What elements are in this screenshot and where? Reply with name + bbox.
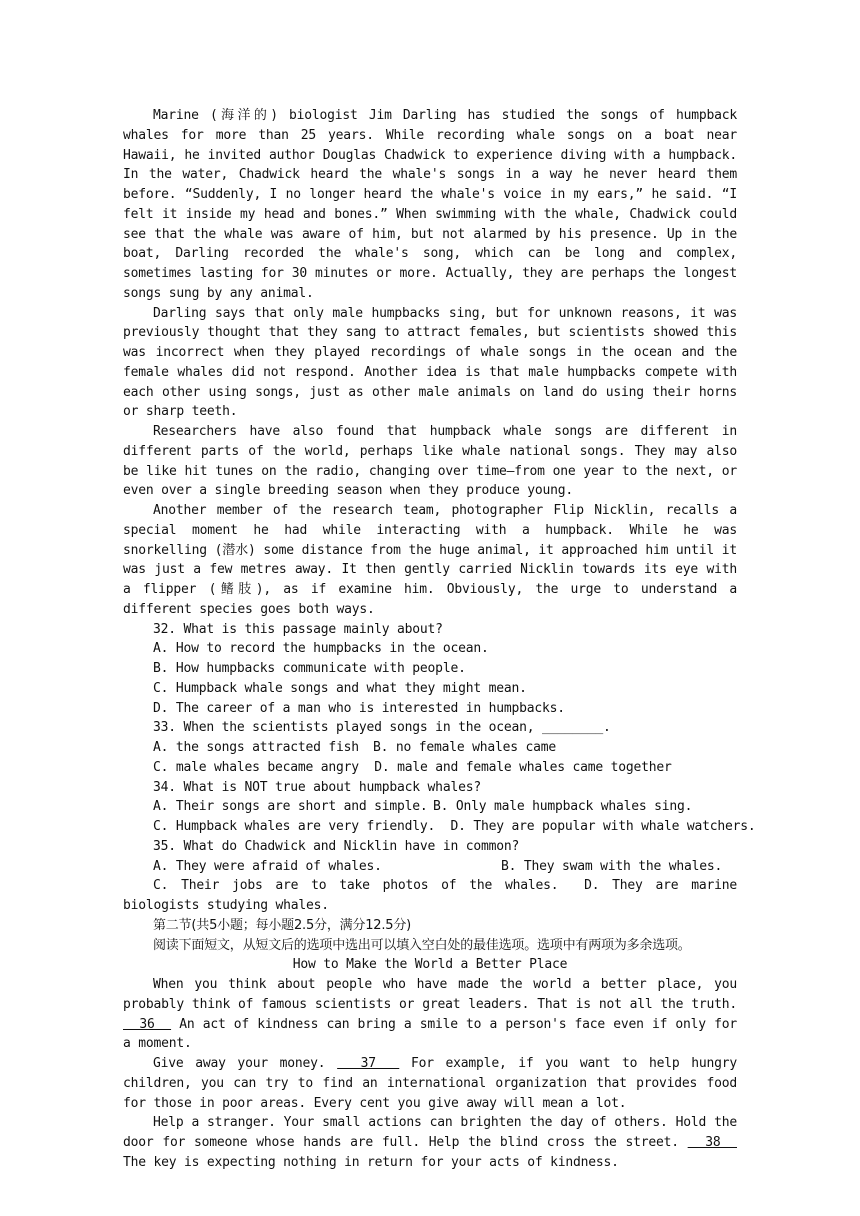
blank-36: 36 [123, 1016, 172, 1032]
passage-paragraph-3: Researchers have also found that humpback whale songs are different in different parts of the world, perhaps like whale national songs. They may also be like hit tunes on the radio, changing over time—from one year to the next, or even over a single breeding season when they produce young. [123, 424, 737, 499]
question-33-option-b: B. no female whales came [373, 740, 557, 755]
question-34-options-row-2 [123, 817, 756, 837]
question-33-options-row-1 [123, 738, 737, 758]
cloze-paragraph-2: Give away your money. 37 For example, if you want to help hungry children, you can try to find an international organization that provides food for those in poor areas. Every cent you give away will mean a lot. [123, 1056, 737, 1111]
question-34-options-row-1 [123, 797, 737, 817]
question-34-option-a: A. Their songs are short and simple. [153, 799, 428, 815]
question-33-option-a: A. the songs attracted fish [153, 740, 359, 755]
question-32-option-a: A. How to record the humpbacks in the ocean. [153, 641, 489, 657]
question-32-option-b: B. How humpbacks communicate with people. [153, 661, 466, 676]
question-32-option-d: D. The career of a man who is interested in humpbacks. [153, 700, 565, 716]
question-35-option-a: A. They were afraid of whales. [153, 858, 382, 874]
question-35-options-row-1 [123, 857, 737, 877]
blank-37: 37 [337, 1056, 400, 1071]
question-35-options-row-2 [123, 876, 737, 916]
section-2-header: 第二节(共5小题；每小题2.5分，满分12.5分) [153, 917, 412, 933]
question-33-option-c: C. male whales became angry [153, 759, 359, 775]
blank-38: 38 [687, 1135, 737, 1150]
question-32-stem: 32. What is this passage mainly about? [153, 621, 443, 637]
section-2-instruction: 阅读下面短文，从短文后的选项中选出可以填入空白处的最佳选项。选项中有两项为多余选项。 [153, 937, 691, 953]
question-33-option-d: D. male and female whales came together [374, 759, 672, 775]
document-page [123, 106, 756, 1173]
passage-paragraph-1: Marine (海洋的) biologist Jim Darling has studied the songs of humpback whales for more than 25 years. While recording whale songs on a boat near Hawaii, he invited author Douglas Chadwick to experience diving with a humpback. In the water, Chadwick heard the whale's songs in a way he never heard them before. “Suddenly, I no longer heard the whale's voice in my ears,” he said. “I felt it inside my head and bones.” When swimming with the whale, Chadwick could see that the whale was aware of him, but not alarmed by his presence. Up in the boat, Darling recorded the whale's song, which can be long and complex, sometimes lasting for 30 minutes or more. Actually, they are perhaps the longest songs sung by any animal. [123, 108, 737, 301]
cloze-paragraph-3: Help a stranger. Your small actions can brighten the day of others. Hold the door for someone whose hands are full. Help the blind cross the street. 38 The key is expecting nothing in return for your acts of kindness. [123, 1115, 737, 1170]
question-34-option-c: C. Humpback whales are very friendly. [153, 819, 436, 834]
question-33-options-row-2 [123, 758, 737, 778]
cloze-paragraph-1: When you think about people who have made the world a better place, you probably think of famous scientists or great leaders. That is not all the truth. 36 An act of kindness can bring a smile to a person's face even if only for a moment. [123, 977, 737, 1052]
question-34-stem: 34. What is NOT true about humpback whales? [153, 779, 481, 795]
question-35-option-b: B. They swam with the whales. [501, 858, 723, 874]
question-32-option-c: C. Humpback whale songs and what they might mean. [153, 680, 527, 696]
question-34-option-d: D. They are popular with whale watchers. [450, 819, 756, 834]
cloze-title: How to Make the World a Better Place [292, 957, 568, 973]
question-33-stem: 33. When the scientists played songs in the ocean, ________. [153, 720, 611, 736]
passage-paragraph-4: Another member of the research team, photographer Flip Nicklin, recalls a special moment he had while interacting with a humpback. While he was snorkelling (潜水) some distance from the huge animal, it approached him until it was just a few metres away. It then gently carried Nicklin towards its eye with a flipper (鳍肢), as if examine him. Obviously, the urge to understand a different species goes both ways. [123, 503, 737, 617]
question-35-stem: 35. What do Chadwick and Nicklin have in common? [153, 838, 520, 854]
question-34-option-b: B. Only male humpback whales sing. [433, 799, 693, 815]
question-35-option-d: D. They are marine biologists studying whales. [123, 878, 737, 913]
passage-paragraph-2: Darling says that only male humpbacks sing, but for unknown reasons, it was previously thought that they sang to attract females, but scientists showed this was incorrect when they played recordings of whale songs in the ocean and the female whales did not respond. Another idea is that male humpbacks compete with each other using songs, just as other male animals on land do using their horns or sharp teeth. [123, 305, 737, 420]
question-35-option-c: C. Their jobs are to take photos of the whales. [153, 878, 559, 894]
